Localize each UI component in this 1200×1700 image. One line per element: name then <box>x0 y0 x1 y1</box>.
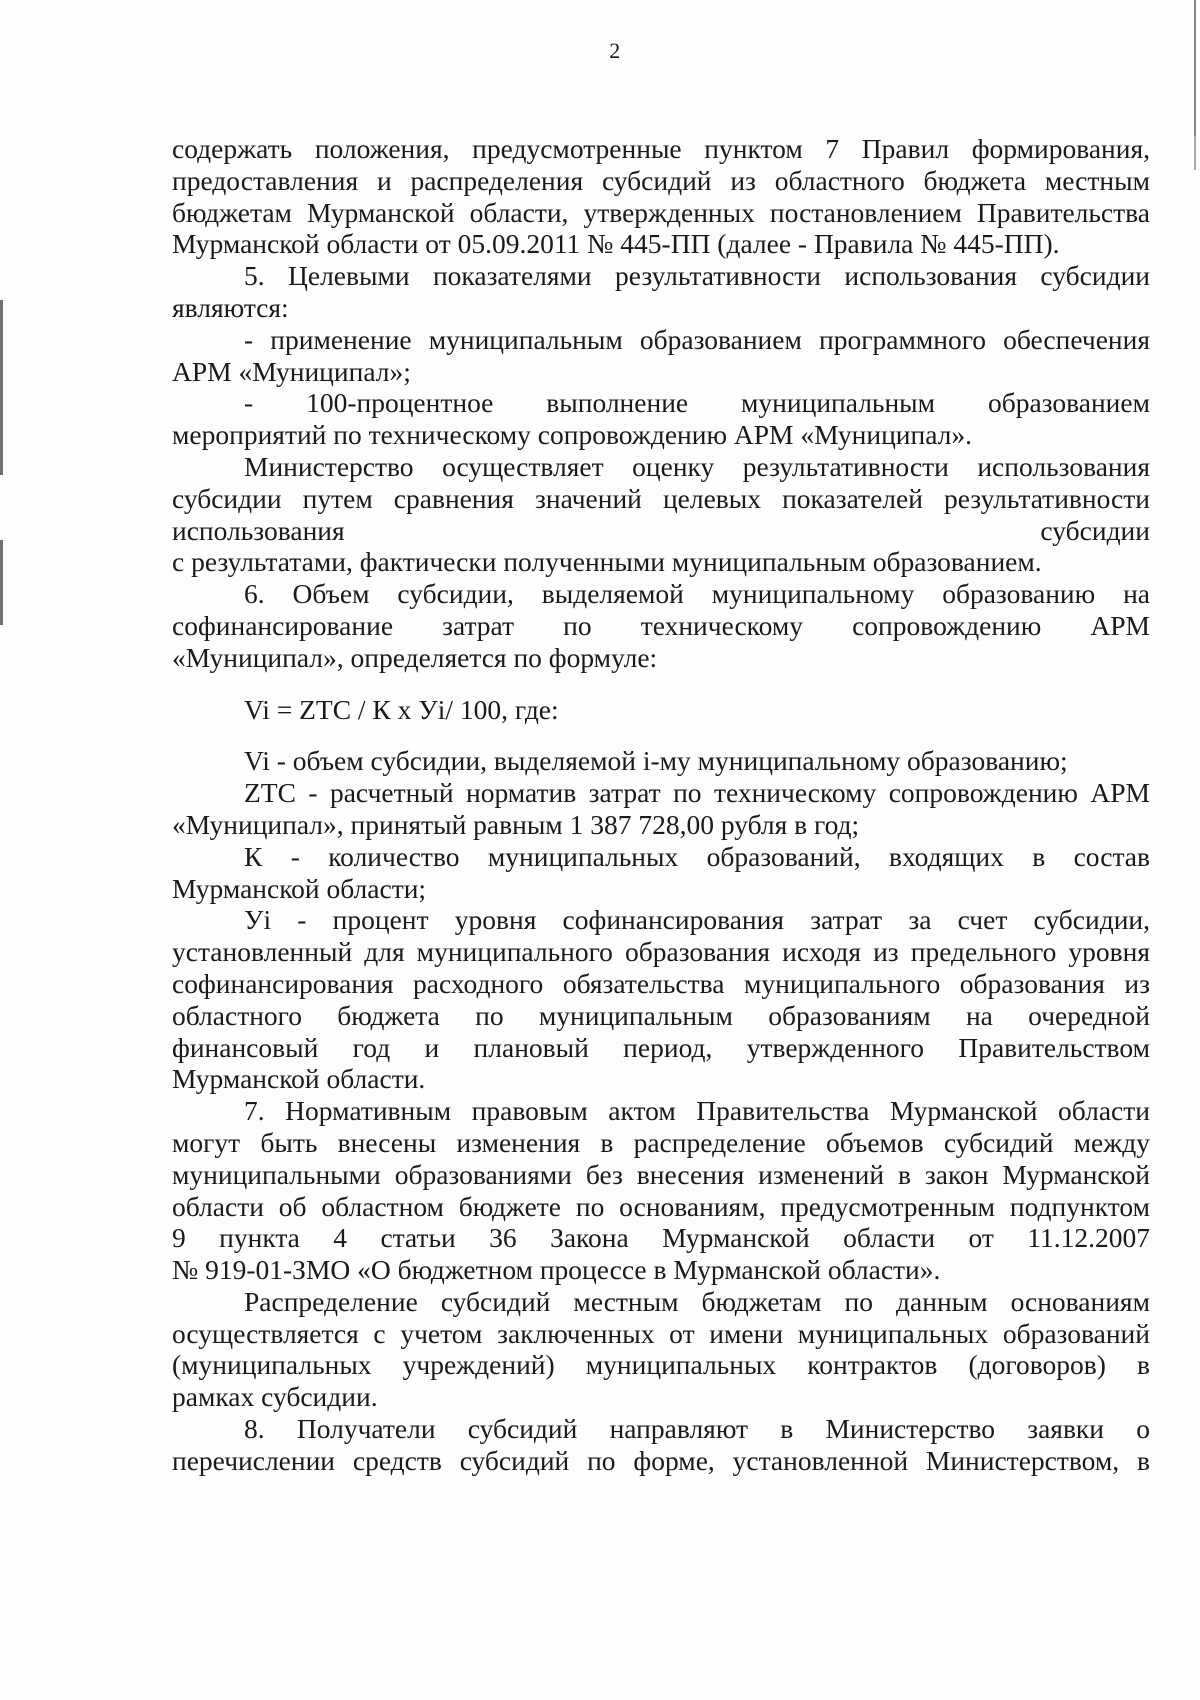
text-line: Мурманской области от 05.09.2011 № 445-ПП (далее - Правила № 445-ПП). <box>172 228 1060 260</box>
text-line: софинансирования расходного обязательства муниципального образования из <box>172 967 1150 999</box>
paragraph <box>172 133 1150 260</box>
text-line: с результатами, фактически полученными муниципальным образованием. <box>172 546 1042 578</box>
text-line: софинансирование затрат по техническому сопровождению АРМ <box>172 609 1150 641</box>
text-line: Мурманской области. <box>172 1063 426 1095</box>
text-line: «Муниципал», определяется по формуле: <box>172 641 658 673</box>
text-line: (муниципальных учреждений) муниципальных контрактов (договоров) в <box>172 1349 1150 1381</box>
text-line: «Муниципал», принятый равным 1 387 728,00 рубля в год; <box>172 808 860 840</box>
paragraph <box>172 387 1150 451</box>
text-line: Vi - объем субсидии, выделяемой i-му муниципальному образованию; <box>244 745 1068 777</box>
text-line: бюджетам Мурманской области, утвержденных постановлением Правительства <box>172 196 1150 228</box>
text-line: использования субсидии <box>172 514 1150 546</box>
text-line: являются: <box>172 291 289 323</box>
text-line: 7. Нормативным правовым актом Правительства Мурманской области <box>244 1095 1150 1127</box>
text-line: 6. Объем субсидии, выделяемой муниципальному образованию на <box>244 578 1150 610</box>
paragraph-group-2 <box>172 745 1150 1476</box>
scan-mark <box>0 540 3 625</box>
text-line: мероприятий по техническому сопровождению АРМ «Муниципал». <box>172 419 973 451</box>
text-line: - 100-процентное выполнение муниципальным образованием <box>244 387 1150 419</box>
paragraph <box>172 904 1150 1095</box>
text-line: № 919-01-ЗМО «О бюджетном процессе в Мурманской области». <box>172 1254 941 1286</box>
text-line: Распределение субсидий местным бюджетам по данным основаниям <box>244 1285 1150 1317</box>
scan-edge <box>1194 0 1196 1700</box>
text-line: муниципальными образованиями без внесения изменений в закон Мурманской <box>172 1158 1150 1190</box>
text-line: предоставления и распределения субсидий из областного бюджета местным <box>172 164 1150 196</box>
text-line: Уi - процент уровня софинансирования затрат за счет субсидии, <box>244 904 1150 936</box>
text-line: Министерство осуществляет оценку результативности использования <box>244 450 1150 482</box>
text-line: области об областном бюджете по основаниям, предусмотренным подпунктом <box>172 1190 1150 1222</box>
text-line: АРМ «Муниципал»; <box>172 355 411 387</box>
text-line: перечислении средств субсидий по форме, установленной Министерством, в <box>172 1444 1150 1476</box>
text-line: установленный для муниципального образования исходя из предельного уровня <box>172 936 1150 968</box>
scan-mark <box>0 300 3 475</box>
paragraph <box>172 324 1150 388</box>
text-line: К - количество муниципальных образований, входящих в состав <box>244 840 1150 872</box>
text-line: 9 пункта 4 статьи 36 Закона Мурманской области от 11.12.2007 <box>172 1222 1150 1254</box>
text-line: субсидии путем сравнения значений целевых показателей результативности <box>172 482 1150 514</box>
paragraph <box>172 260 1150 324</box>
page-number: 2 <box>609 38 621 63</box>
spacer <box>172 725 1150 745</box>
paragraph <box>172 1413 1150 1477</box>
paragraph <box>172 745 1150 777</box>
paragraph <box>172 1095 1150 1286</box>
text-line: финансовый год и плановый период, утвержденного Правительством <box>172 1031 1150 1063</box>
paragraph <box>172 841 1150 905</box>
formula: Vi = ZTC / К х Уi/ 100, где: <box>244 693 559 725</box>
paragraph <box>172 451 1150 578</box>
text-line: областного бюджета по муниципальным образованиям на очередной <box>172 999 1150 1031</box>
paragraph-group-1 <box>172 133 1150 674</box>
paragraph <box>172 578 1150 673</box>
text-line: могут быть внесены изменения в распределение объемов субсидий между <box>172 1126 1150 1158</box>
text-line: осуществляется с учетом заключенных от имени муниципальных образований <box>172 1317 1150 1349</box>
paragraph <box>172 1286 1150 1413</box>
document-body <box>172 133 1150 1477</box>
text-line: ZTC - расчетный норматив затрат по техническому сопровождению АРМ <box>244 777 1150 809</box>
text-line: содержать положения, предусмотренные пунктом 7 Правил формирования, <box>172 133 1150 164</box>
text-line: рамках субсидии. <box>172 1381 378 1413</box>
paragraph <box>172 777 1150 841</box>
text-line: 5. Целевыми показателями результативности использования субсидии <box>244 260 1150 292</box>
text-line: - применение муниципальным образованием программного обеспечения <box>244 323 1150 355</box>
text-line: 8. Получатели субсидий направляют в Министерство заявки о <box>244 1413 1150 1445</box>
spacer <box>172 674 1150 694</box>
text-line: Мурманской области; <box>172 872 427 904</box>
